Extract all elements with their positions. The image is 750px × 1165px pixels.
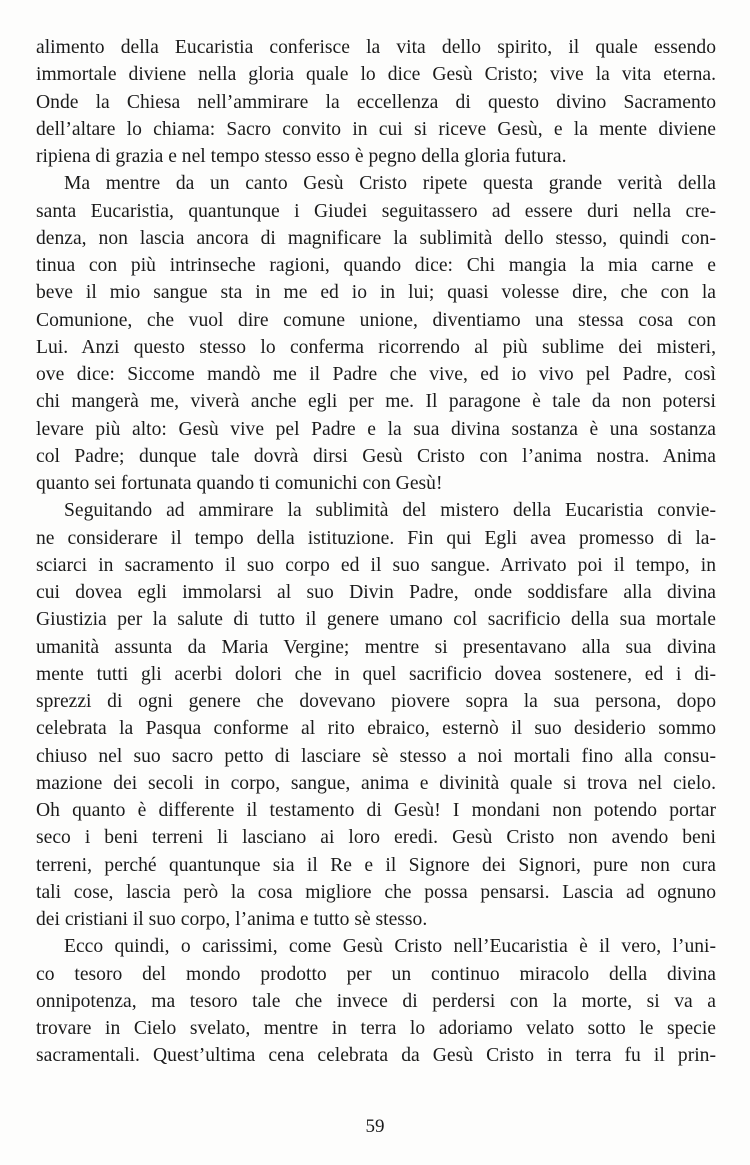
text-line: cui dovea egli immolarsi al suo Divin Padre, onde soddisfare alla divina <box>36 582 716 603</box>
text-line: chiuso nel suo sacro petto di lasciare sè stesso a noi mortali fino alla consu- <box>36 745 716 767</box>
text-line: ripiena di grazia e nel tempo stesso esso è pegno della gloria futura. <box>36 146 567 167</box>
paragraph <box>36 497 716 933</box>
text-line: sciarci in sacramento il suo corpo ed il suo sangue. Arrivato poi il tempo, in <box>36 554 716 576</box>
text-line: dei cristiani il suo corpo, l’anima e tutto sè stesso. <box>36 909 428 930</box>
text-line: sacramentali. Quest’ultima cena celebrata da Gesù Cristo in terra fu il prin- <box>36 1045 716 1067</box>
text-line: col Padre; dunque tale dovrà dirsi Gesù Cristo con l’anima nostra. Anima <box>36 445 716 467</box>
text-line: denza, non lascia ancora di magnificare la sublimità dello stesso, quindi con- <box>36 227 716 249</box>
text-line: umanità assunta da Maria Vergine; mentre si presentavano alla sua divina <box>36 636 716 658</box>
text-line: immortale diviene nella gloria quale lo dice Gesù Cristo; vive la vita eterna. <box>36 64 716 86</box>
text-line: tali cose, lascia però la cosa migliore che possa pensarsi. Lascia ad ognuno <box>36 881 716 903</box>
paragraph <box>36 170 716 497</box>
text-line: alimento della Eucaristia conferisce la vita dello spirito, il quale essendo <box>36 37 716 58</box>
page-number: 59 <box>365 1116 385 1137</box>
text-line: quanto sei fortunata quando ti comunichi con Gesù! <box>36 473 443 494</box>
text-line: terreni, perché quantunque sia il Re e il Signore dei Signori, pure non cura <box>36 854 716 876</box>
text-line: co tesoro del mondo prodotto per un continuo miracolo della divina <box>36 963 716 985</box>
text-line: beve il mio sangue sta in me ed io in lui; quasi volesse dire, che con la <box>36 282 716 304</box>
text-line: mazione dei secoli in corpo, sangue, anima e divinità quale si trova nel cielo. <box>36 772 716 794</box>
text-line: onnipotenza, ma tesoro tale che invece di perdersi con la morte, si va a <box>36 990 716 1012</box>
text-line: ne considerare il tempo della istituzione. Fin qui Egli avea promesso di la- <box>36 527 716 549</box>
text-line: sprezzi di ogni genere che dovevano piovere sopra la sua persona, dopo <box>36 691 716 712</box>
text-line: Ma mentre da un canto Gesù Cristo ripete questa grande verità della <box>64 173 716 195</box>
text-line: Seguitando ad ammirare la sublimità del mistero della Eucaristia convie- <box>64 500 716 522</box>
text-line: Onde la Chiesa nell’ammirare la eccellenza di questo divino Sacramento <box>36 91 716 113</box>
text-line: santa Eucaristia, quantunque i Giudei seguitassero ad essere duri nella cre- <box>36 200 716 222</box>
paragraph <box>36 933 716 1069</box>
paragraph <box>36 34 716 170</box>
text-line: celebrata la Pasqua conforme al rito ebraico, esternò il suo desiderio sommo <box>36 718 716 740</box>
text-line: mente tutti gli acerbi dolori che in quel sacrificio dovea sostenere, ed i di- <box>36 663 716 685</box>
text-line: tinua con più intrinseche ragioni, quando dice: Chi mangia la mia carne e <box>36 255 716 276</box>
text-line: chi mangerà me, viverà anche egli per me. Il paragone è tale da non potersi <box>36 391 716 413</box>
text-line: levare più alto: Gesù vive pel Padre e la sua divina sostanza è una sostanza <box>36 418 716 440</box>
text-line: ove dice: Siccome mandò me il Padre che vive, ed io vivo pel Padre, così <box>36 364 716 385</box>
text-line: Ecco quindi, o carissimi, come Gesù Cristo nell’Eucaristia è il vero, l’uni- <box>64 936 716 958</box>
body-text <box>36 34 716 1070</box>
text-line: Giustizia per la salute di tutto il genere umano col sacrificio della sua mortale <box>36 609 716 631</box>
text-line: Oh quanto è differente il testamento di Gesù! I mondani non potendo portar <box>36 800 716 821</box>
text-line: Comunione, che vuol dire comune unione, diventiamo una stessa cosa con <box>36 309 716 331</box>
text-line: seco i beni terreni li lasciano ai loro eredi. Gesù Cristo non avendo beni <box>36 827 716 849</box>
text-line: Lui. Anzi questo stesso lo conferma ricorrendo al più sublime dei misteri, <box>36 336 716 358</box>
text-line: dell’altare lo chiama: Sacro convito in cui si riceve Gesù, e la mente diviene <box>36 118 716 140</box>
text-line: trovare in Cielo svelato, mentre in terra lo adoriamo velato sotto le specie <box>36 1018 716 1039</box>
